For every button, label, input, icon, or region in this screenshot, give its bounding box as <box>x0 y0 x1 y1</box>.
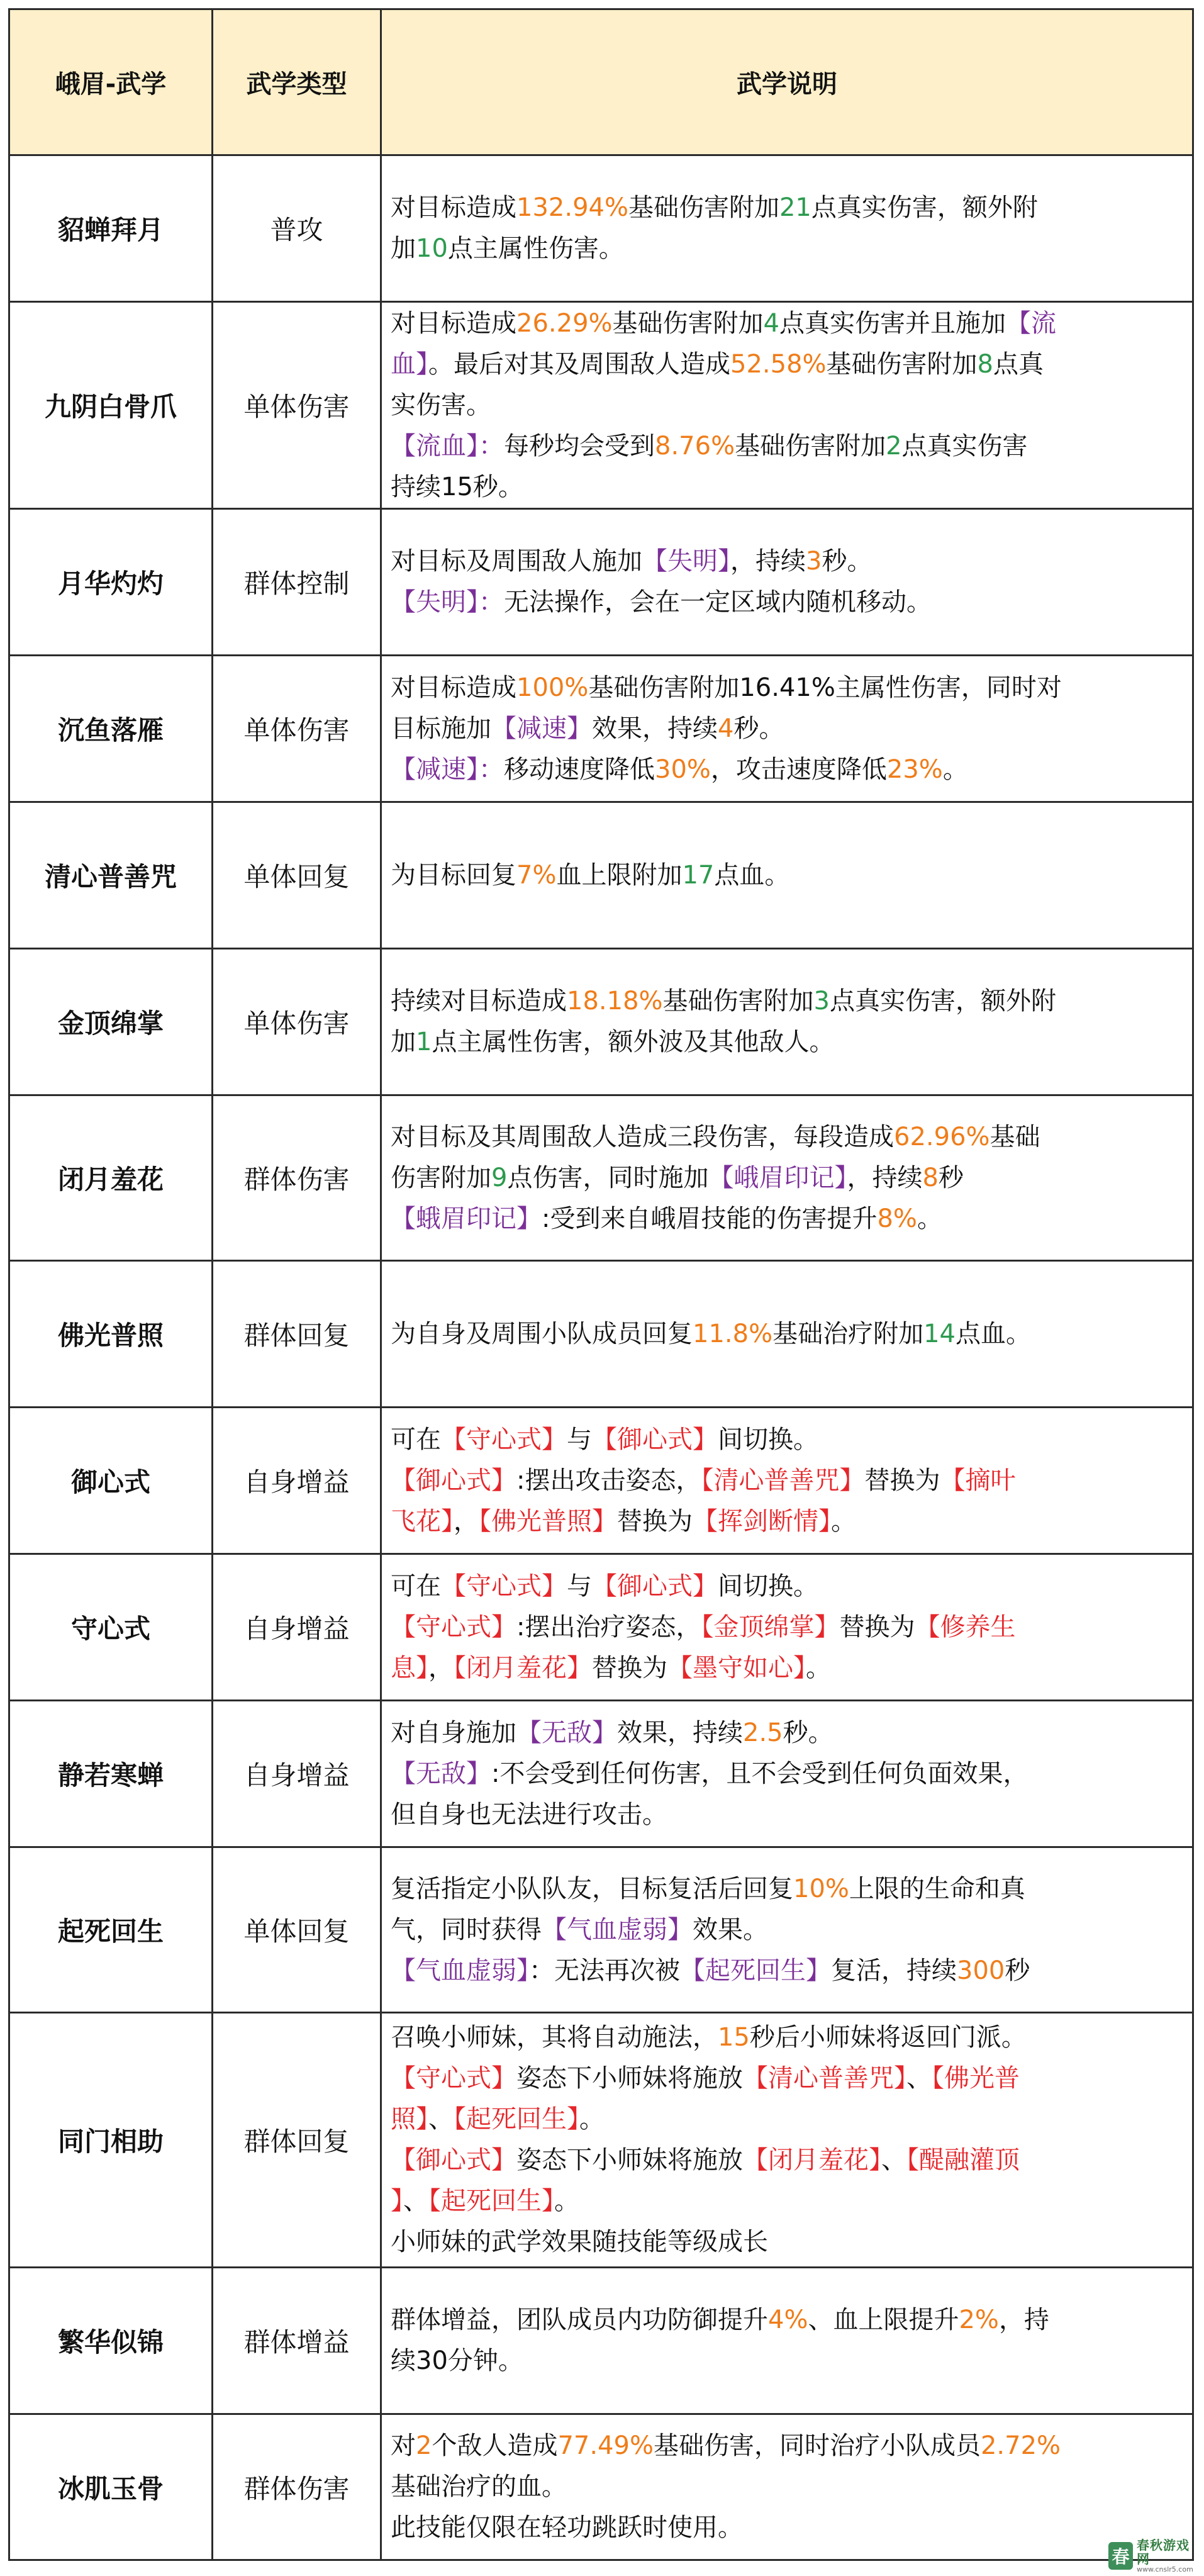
description-text: 替换为 <box>617 1506 693 1536</box>
skill-row <box>9 509 1193 656</box>
highlighted-text: 【金顶绵掌】 <box>701 1612 840 1642</box>
highlighted-text: 【起死回生】 <box>454 2105 579 2134</box>
description-text: ，持 <box>998 2305 1049 2334</box>
highlighted-text: 息】 <box>391 1653 428 1683</box>
description-text: 点血。 <box>955 1319 1031 1348</box>
description-line <box>391 1158 1184 1199</box>
skill-name: 月华灼灼 <box>9 509 213 656</box>
description-line <box>391 541 1184 582</box>
highlighted-text: 21 <box>779 193 811 222</box>
skill-description <box>381 656 1193 802</box>
description-line <box>391 2300 1184 2341</box>
highlighted-text: 2.72% <box>980 2431 1061 2460</box>
description-text: 对自身施加 <box>391 1718 516 1747</box>
skill-description <box>381 1261 1193 1408</box>
description-line <box>391 1022 1184 1063</box>
description-line <box>391 2467 1184 2507</box>
highlighted-text: 【御心式】 <box>592 1425 718 1454</box>
description-line <box>391 2426 1184 2467</box>
description-line <box>391 1910 1184 1951</box>
skill-description <box>381 1701 1193 1847</box>
description-text: 秒。 <box>783 1718 833 1747</box>
description-text: 对目标及其周围敌人造成三段伤害，每段造成 <box>391 1122 894 1151</box>
description-text: ，持续 <box>847 1163 923 1192</box>
description-text: 、 <box>428 2105 454 2134</box>
highlighted-text: 【墨守如心】 <box>667 1653 806 1683</box>
description-text: 持续对目标造成 <box>391 987 567 1016</box>
description-text: 此技能仅限在轻功跳跃时使用。 <box>391 2513 743 2542</box>
skill-row <box>9 1261 1193 1408</box>
skill-description <box>381 2268 1193 2414</box>
skill-type: 群体控制 <box>213 509 381 656</box>
description-text: 每秒均会受到 <box>504 431 655 461</box>
skill-row <box>9 155 1193 302</box>
highlighted-text: 9 <box>491 1163 508 1192</box>
description-line <box>391 188 1184 228</box>
description-line <box>391 1117 1184 1158</box>
highlighted-text: 300 <box>957 1956 1005 1985</box>
skill-row <box>9 949 1193 1095</box>
description-line <box>391 1795 1184 1835</box>
skill-row <box>9 656 1193 802</box>
description-text: 小师妹的武学效果随技能等级成长 <box>391 2227 768 2256</box>
description-text: 秒 <box>1005 1956 1030 1985</box>
highlighted-text: 【减速】： <box>391 754 504 784</box>
skill-description <box>381 1408 1193 1554</box>
description-line <box>391 1754 1184 1795</box>
description-line <box>391 708 1184 749</box>
description-text: 可在 <box>391 1571 441 1601</box>
description-text: 加 <box>391 1028 416 1056</box>
description-line <box>391 228 1184 269</box>
highlighted-text: 8% <box>877 1204 917 1233</box>
description-text: 效果，持续 <box>592 714 718 743</box>
highlighted-text: 【无敌】 <box>391 1759 491 1788</box>
highlighted-text: 【御心式】 <box>391 2146 516 2175</box>
description-text: ， <box>454 1506 479 1536</box>
description-text: 群体增益，团队成员内功防御提升 <box>391 2305 768 2334</box>
description-text: 基础治疗附加 <box>772 1319 924 1348</box>
description-line <box>391 1951 1184 1991</box>
skill-type: 自身增益 <box>213 1408 381 1554</box>
skill-name: 金顶绵掌 <box>9 949 213 1095</box>
description-text: 基础伤害附加 <box>628 193 779 222</box>
description-text: 、 <box>403 2187 428 2215</box>
skill-row <box>9 1095 1193 1261</box>
description-text: 上限的生命和真 <box>849 1874 1025 1903</box>
highlighted-text: 【起死回生】 <box>428 2187 554 2215</box>
highlighted-text: 【御心式】 <box>391 1465 516 1495</box>
highlighted-text: 【守心式】 <box>391 2064 516 2093</box>
skill-row <box>9 1408 1193 1554</box>
highlighted-text: 【闭月羞花】 <box>454 1653 592 1683</box>
highlighted-text: 【无敌】 <box>516 1718 617 1747</box>
skill-type: 群体增益 <box>213 2268 381 2414</box>
description-text: 效果。 <box>693 1915 768 1944</box>
description-text: :摆出攻击姿态， <box>516 1465 701 1495</box>
description-text: 加 <box>391 234 416 263</box>
skill-row <box>9 2268 1193 2414</box>
description-text: 对目标造成 <box>391 193 516 222</box>
description-text: 秒。 <box>733 714 784 743</box>
description-line <box>391 344 1184 385</box>
description-text: 目标施加 <box>391 714 491 743</box>
highlighted-text: 30% <box>655 754 711 784</box>
description-text: 点主属性伤害。 <box>447 234 624 263</box>
skill-row <box>9 802 1193 949</box>
highlighted-text: 1 <box>416 1028 432 1056</box>
description-text: 点主属性伤害，额外波及其他敌人。 <box>432 1028 835 1056</box>
description-line <box>391 385 1184 426</box>
description-text: 点真实伤害并且施加 <box>779 308 1006 338</box>
skill-type: 群体回复 <box>213 2013 381 2268</box>
highlighted-text: 【蛾眉印记】 <box>391 1204 542 1233</box>
highlighted-text: 14 <box>923 1319 956 1348</box>
highlighted-text: 【闭月羞花】 <box>743 2146 881 2175</box>
skill-type: 单体伤害 <box>213 656 381 802</box>
highlighted-text: 【醍融灌顶 <box>906 2146 1020 2175</box>
description-text: 秒。 <box>822 547 872 576</box>
skill-name: 冰肌玉骨 <box>9 2414 213 2560</box>
highlighted-text: 【清心普善咒】 <box>743 2064 906 2093</box>
description-text: 、 <box>881 2146 906 2175</box>
highlighted-text: 10 <box>416 234 448 263</box>
description-text: 实伤害。 <box>391 390 491 420</box>
highlighted-text: 2.5 <box>743 1718 783 1747</box>
description-line <box>391 668 1184 708</box>
skill-description <box>381 509 1193 656</box>
skill-type: 自身增益 <box>213 1701 381 1847</box>
description-text: 点真实伤害 <box>901 431 1028 461</box>
description-text: 点真 <box>993 349 1044 379</box>
site-watermark <box>1108 2537 1195 2573</box>
description-text: 对目标造成 <box>391 673 516 702</box>
skill-name: 九阴白骨爪 <box>9 302 213 509</box>
description-text: 点真实伤害，额外附 <box>829 987 1056 1016</box>
description-text: 点伤害，同时施加 <box>507 1163 709 1192</box>
skill-description <box>381 1554 1193 1701</box>
description-text: 、 <box>906 2064 932 2093</box>
description-text: 移动速度降低 <box>504 754 655 784</box>
highlighted-text: 】 <box>391 2187 403 2215</box>
description-line <box>391 749 1184 790</box>
description-text: 为自身及周围小队成员回复 <box>391 1319 693 1348</box>
description-text: 无法操作，会在一定区域内随机移动。 <box>504 588 932 617</box>
highlighted-text: 【气血虚弱】 <box>391 1956 529 1985</box>
description-line <box>391 2058 1184 2099</box>
description-text: 姿态下小师妹将施放 <box>516 2064 743 2093</box>
description-text: 与 <box>567 1425 592 1454</box>
highlighted-text: 【佛光普 <box>932 2064 1020 2093</box>
description-text: 基础 <box>989 1122 1040 1151</box>
description-text: 。 <box>917 1204 942 1233</box>
description-line <box>391 1420 1184 1460</box>
highlighted-text: 【守心式】 <box>391 1612 516 1642</box>
skill-name: 貂蝉拜月 <box>9 155 213 302</box>
description-text: 对 <box>391 2431 416 2460</box>
skill-type: 群体回复 <box>213 1261 381 1408</box>
skill-name: 清心普善咒 <box>9 802 213 949</box>
highlighted-text: 3 <box>806 547 822 576</box>
highlighted-text: 血】 <box>391 349 428 379</box>
description-line <box>391 303 1184 344</box>
highlighted-text: 26.29% <box>516 308 613 338</box>
description-text: 点血。 <box>714 860 790 890</box>
description-line <box>391 1713 1184 1754</box>
highlighted-text: 飞花】 <box>391 1506 454 1536</box>
description-line <box>391 2341 1184 2382</box>
description-text: 复活，持续 <box>831 1956 957 1985</box>
highlighted-text: 15 <box>718 2023 750 2052</box>
highlighted-text: 【失明】 <box>642 547 730 576</box>
description-text: 基础治疗的血。 <box>391 2472 567 2501</box>
header-skill-description: 武学说明 <box>381 9 1193 155</box>
description-text: 。 <box>806 1653 831 1683</box>
highlighted-text: 【峨眉印记】 <box>708 1163 847 1192</box>
skill-type: 普攻 <box>213 155 381 302</box>
skill-name: 沉鱼落雁 <box>9 656 213 802</box>
highlighted-text: 【气血虚弱】 <box>542 1915 693 1944</box>
description-text: 可在 <box>391 1425 441 1454</box>
description-line <box>391 467 1184 508</box>
skill-type: 单体伤害 <box>213 949 381 1095</box>
highlighted-text: 4 <box>763 308 779 338</box>
description-text: :受到来自峨眉技能的伤害提升 <box>542 1204 878 1233</box>
description-line <box>391 1199 1184 1240</box>
skill-row <box>9 2414 1193 2560</box>
highlighted-text: 8 <box>977 349 993 379</box>
watermark-logo: 春 <box>1108 2542 1133 2570</box>
skill-type: 群体伤害 <box>213 1095 381 1261</box>
skill-description <box>381 949 1193 1095</box>
skills-table <box>8 8 1194 2561</box>
skill-row <box>9 302 1193 509</box>
highlighted-text: 132.94% <box>516 193 628 222</box>
description-text: 。 <box>942 754 968 784</box>
header-skill-type: 武学类型 <box>213 9 381 155</box>
highlighted-text: 17 <box>682 860 715 890</box>
skill-row <box>9 1701 1193 1847</box>
description-text: 。 <box>831 1506 856 1536</box>
description-text: 。 <box>554 2187 579 2215</box>
highlighted-text: 【御心式】 <box>592 1571 718 1601</box>
description-text: 持续15秒。 <box>391 472 523 501</box>
skill-type: 单体伤害 <box>213 302 381 509</box>
description-text: ：无法再次被 <box>529 1956 680 1985</box>
highlighted-text: 【守心式】 <box>441 1571 567 1601</box>
description-text: 姿态下小师妹将施放 <box>516 2146 743 2175</box>
description-line <box>391 2017 1184 2058</box>
watermark-site-name: 春秋游戏网 <box>1136 2537 1190 2567</box>
skill-type: 单体回复 <box>213 802 381 949</box>
description-text: 间切换。 <box>718 1425 818 1454</box>
description-text: 复活指定小队队友，目标复活后回复 <box>391 1874 793 1903</box>
description-text: 召唤小师妹，其将自动施法， <box>391 2023 718 2052</box>
highlighted-text: 4% <box>768 2305 808 2334</box>
skill-name: 闭月羞花 <box>9 1095 213 1261</box>
description-text: 基础伤害附加16.41%主属性伤害，同时对 <box>588 673 1062 702</box>
skill-name: 佛光普照 <box>9 1261 213 1408</box>
skill-type: 自身增益 <box>213 1554 381 1701</box>
highlighted-text: 【佛光普照】 <box>479 1506 617 1536</box>
skill-name: 静若寒蝉 <box>9 1701 213 1847</box>
skill-type: 群体伤害 <box>213 2414 381 2560</box>
highlighted-text: 10% <box>793 1874 849 1903</box>
description-text: 基础伤害，同时治疗小队成员 <box>653 2431 981 2460</box>
description-line <box>391 2507 1184 2548</box>
description-text: ， <box>428 1653 454 1683</box>
highlighted-text: 8.76% <box>655 431 735 461</box>
highlighted-text: 2% <box>959 2305 999 2334</box>
highlighted-text: 23% <box>886 754 943 784</box>
description-text: 替换为 <box>864 1465 940 1495</box>
highlighted-text: 【失明】： <box>391 588 504 617</box>
description-line <box>391 1869 1184 1910</box>
description-line <box>391 426 1184 467</box>
skill-type: 单体回复 <box>213 1847 381 2013</box>
description-text: 基础伤害附加 <box>826 349 978 379</box>
skills-body <box>9 155 1193 2560</box>
highlighted-text: 52.58% <box>730 349 827 379</box>
highlighted-text: 2 <box>416 2431 432 2460</box>
highlighted-text: 4 <box>718 714 734 743</box>
description-text: 与 <box>567 1571 592 1601</box>
description-text: 点真实伤害，额外附 <box>811 193 1038 222</box>
description-line <box>391 1314 1184 1355</box>
highlighted-text: 8 <box>922 1163 939 1192</box>
description-text: 基础伤害附加 <box>735 431 886 461</box>
highlighted-text: 【流血】： <box>391 431 504 461</box>
highlighted-text: 62.96% <box>894 1122 990 1151</box>
skill-row <box>9 1847 1193 2013</box>
skill-name: 繁华似锦 <box>9 2268 213 2414</box>
skill-description <box>381 2013 1193 2268</box>
description-text: 血上限附加 <box>556 860 683 890</box>
description-line <box>391 1460 1184 1501</box>
description-text: 秒后小师妹将返回门派。 <box>749 2023 1027 2052</box>
description-text: 为目标回复 <box>391 860 516 890</box>
highlighted-text: 100% <box>516 673 589 702</box>
highlighted-text: 【起死回生】 <box>680 1956 831 1985</box>
highlighted-text: 【守心式】 <box>441 1425 567 1454</box>
description-line <box>391 1566 1184 1607</box>
description-text: ，攻击速度降低 <box>710 754 887 784</box>
description-text: 对目标及周围敌人施加 <box>391 547 642 576</box>
highlighted-text: 2 <box>886 431 902 461</box>
description-text: 个敌人造成 <box>432 2431 558 2460</box>
highlighted-text: 3 <box>813 987 830 1016</box>
description-line <box>391 1648 1184 1689</box>
skill-name: 御心式 <box>9 1408 213 1554</box>
skill-name: 起死回生 <box>9 1847 213 2013</box>
description-text: ，持续 <box>730 547 806 576</box>
description-text: 。最后对其及周围敌人造成 <box>428 349 730 379</box>
description-line <box>391 981 1184 1022</box>
description-text: 效果，持续 <box>617 1718 743 1747</box>
header-row <box>9 9 1193 155</box>
highlighted-text: 18.18% <box>567 987 663 1016</box>
skill-row <box>9 1554 1193 1701</box>
highlighted-text: 照】 <box>391 2105 428 2134</box>
skill-description <box>381 1847 1193 2013</box>
highlighted-text: 77.49% <box>557 2431 654 2460</box>
highlighted-text: 【清心普善咒】 <box>701 1465 865 1495</box>
description-text: 替换为 <box>592 1653 667 1683</box>
description-text: 秒 <box>938 1163 964 1192</box>
description-text: 但自身也无法进行攻击。 <box>391 1800 667 1829</box>
description-text: 替换为 <box>839 1612 915 1642</box>
description-line <box>391 2099 1184 2140</box>
watermark-text <box>1137 2538 1195 2573</box>
highlighted-text: 【修养生 <box>915 1612 1016 1642</box>
highlighted-text: 【摘叶 <box>940 1465 1016 1495</box>
description-text: :摆出治疗姿态， <box>516 1612 701 1642</box>
skill-description <box>381 155 1193 302</box>
description-text: 伤害附加 <box>391 1163 491 1192</box>
description-text: :不会受到任何伤害，且不会受到任何负面效果， <box>491 1759 1028 1788</box>
highlighted-text: 【挥剑断情】 <box>693 1506 831 1536</box>
description-text: 续30分钟。 <box>391 2346 523 2375</box>
description-text: 。 <box>579 2105 605 2134</box>
description-text: 、血上限提升 <box>808 2305 959 2334</box>
skill-description <box>381 1095 1193 1261</box>
description-line <box>391 2222 1184 2263</box>
skill-description <box>381 802 1193 949</box>
header-skill-name: 峨眉-武学 <box>9 9 213 155</box>
highlighted-text: 【减速】 <box>491 714 592 743</box>
skill-row <box>9 2013 1193 2268</box>
description-line <box>391 855 1184 896</box>
highlighted-text: 11.8% <box>693 1319 773 1348</box>
description-line <box>391 1501 1184 1542</box>
skill-name: 守心式 <box>9 1554 213 1701</box>
highlighted-text: 7% <box>516 860 557 890</box>
description-text: 对目标造成 <box>391 308 516 338</box>
highlighted-text: 【流 <box>1005 308 1056 338</box>
description-text: 气，同时获得 <box>391 1915 542 1944</box>
description-line <box>391 582 1184 623</box>
description-text: 间切换。 <box>718 1571 818 1601</box>
skill-description <box>381 2414 1193 2560</box>
watermark-url: www.cnslr5.com <box>1136 2565 1193 2573</box>
description-line <box>391 1607 1184 1648</box>
skill-description <box>381 302 1193 509</box>
description-text: 基础伤害附加 <box>662 987 814 1016</box>
description-line <box>391 2140 1184 2181</box>
skill-name: 同门相助 <box>9 2013 213 2268</box>
description-line <box>391 2181 1184 2222</box>
description-text: 基础伤害附加 <box>612 308 764 338</box>
